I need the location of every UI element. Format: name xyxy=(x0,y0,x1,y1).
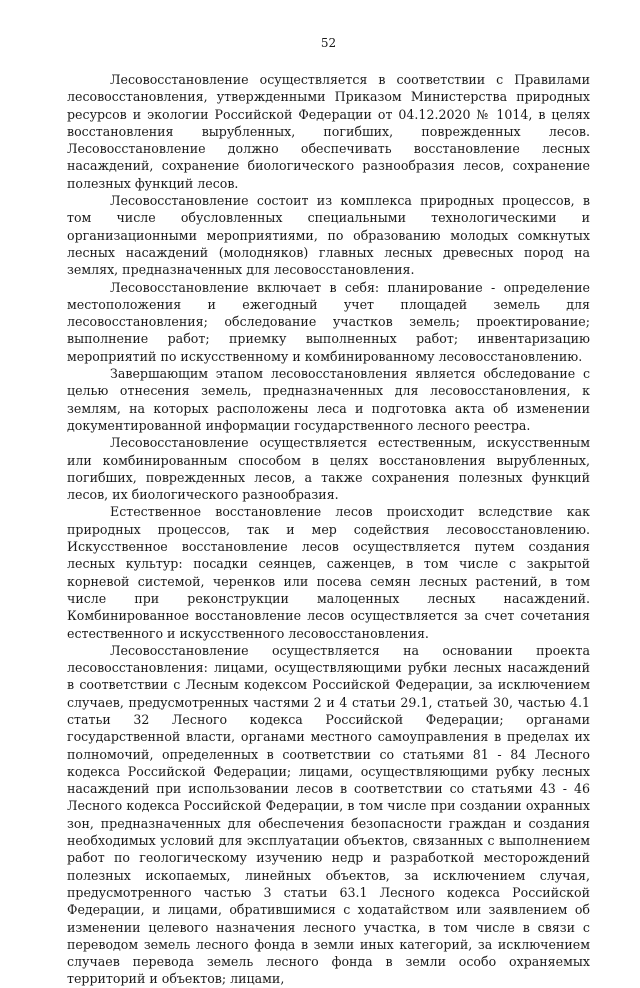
page-number: 52 xyxy=(320,36,337,50)
paragraph-1: Лесовосстановление осуществляется в соответствии с Правилами лесовосстановления, утвержденными Приказом Министерства природных ресурсов и экологии Российской Федерации от 04.12.2020 № 1014, в целях восстановления вырубленных, погибших, поврежденных лесов. Лесовосстановление должно обеспечивать восстановление лесных насаждений, сохранение биологического разнообразия лесов, сохранение полезных функций лесов. xyxy=(67,72,590,191)
paragraph-4: Завершающим этапом лесовосстановления является обследование с целью отнесения земель, предназначенных для лесовосстановления, к землям, на которых расположены леса и подготовка акта об изменении документированной информации государственного лесного реестра. xyxy=(67,366,590,433)
paragraph-2: Лесовосстановление состоит из комплекса природных процессов, в том числе обусловленных специальными технологическими и организационными мероприятиями, по образованию молодых сомкнутых лесных насаждений (молодняков) главных лесных древесных пород на землях, предназначенных для лесовосстановления. xyxy=(67,193,590,278)
paragraph-5: Лесовосстановление осуществляется естественным, искусственным или комбинированным способом в целях восстановления вырубленных, погибших, поврежденных лесов, а также сохранения полезных функций лесов, их биологического разнообразия. xyxy=(67,435,590,503)
paragraph-6: Естественное восстановление лесов происходит вследствие как природных процессов, так и мер содействия лесовосстановлению. Искусственное восстановление лесов осуществляется путем создания лесных культур: посадки сеянцев, саженцев, в том числе с закрытой корневой системой, черенков или посева семян лесных растений, в том числе при реконструкции малоценных лесных насаждений. Комбинированное восстановление лесов осуществляется за счет сочетания естественного и искусственного лесовосстановления. xyxy=(67,504,590,641)
paragraph-3: Лесовосстановление включает в себя: планирование - определение местоположения и ежегодный учет площадей земель для лесовосстановления; обследование участков земель; проектирование; выполнение работ; приемку выполненных работ; инвентаризацию мероприятий по искусственному и комбинированному лесовосстановлению. xyxy=(67,279,590,364)
paragraph-7: Лесовосстановление осуществляется на основании проекта лесовосстановления: лицами, осуществляющими рубки лесных насаждений в соответствии с Лесным кодексом Российской Федерации, за исключением случаев, предусмотренных частями 2 и 4 статьи 29.1, статьей 30, частью 4.1 статьи 32 Лесного кодекса Российской Федерации; органами государственной власти, органами местного самоуправления в пределах их полномочий, определенных в соответствии со статьями 81 - 84 Лесного кодекса Российской Федерации; лицами, осуществляющими рубку лесных насаждений при использовании лесов в соответствии со статьями 43 - 46 Лесного кодекса Российской Федерации, в том числе при создании охранных зон, предназначенных для обеспечения безопасности граждан и создания необходимых условий для эксплуатации объектов, связанных с выполнением работ по геологическому изучению недр и разработкой месторождений полезных ископаемых, линейных объектов, за исключением случая, предусмотренного частью 3 статьи 63.1 Лесного кодекса Российской Федерации, и лицами, обратившимися с ходатайством или заявлением об изменении целевого назначения лесного участка, в том числе в связи с переводом земель лесного фонда в земли иных категорий, за исключением случаев перевода земель лесного фонда в земли особо охраняемых территорий и объектов; лицами, xyxy=(67,642,590,987)
